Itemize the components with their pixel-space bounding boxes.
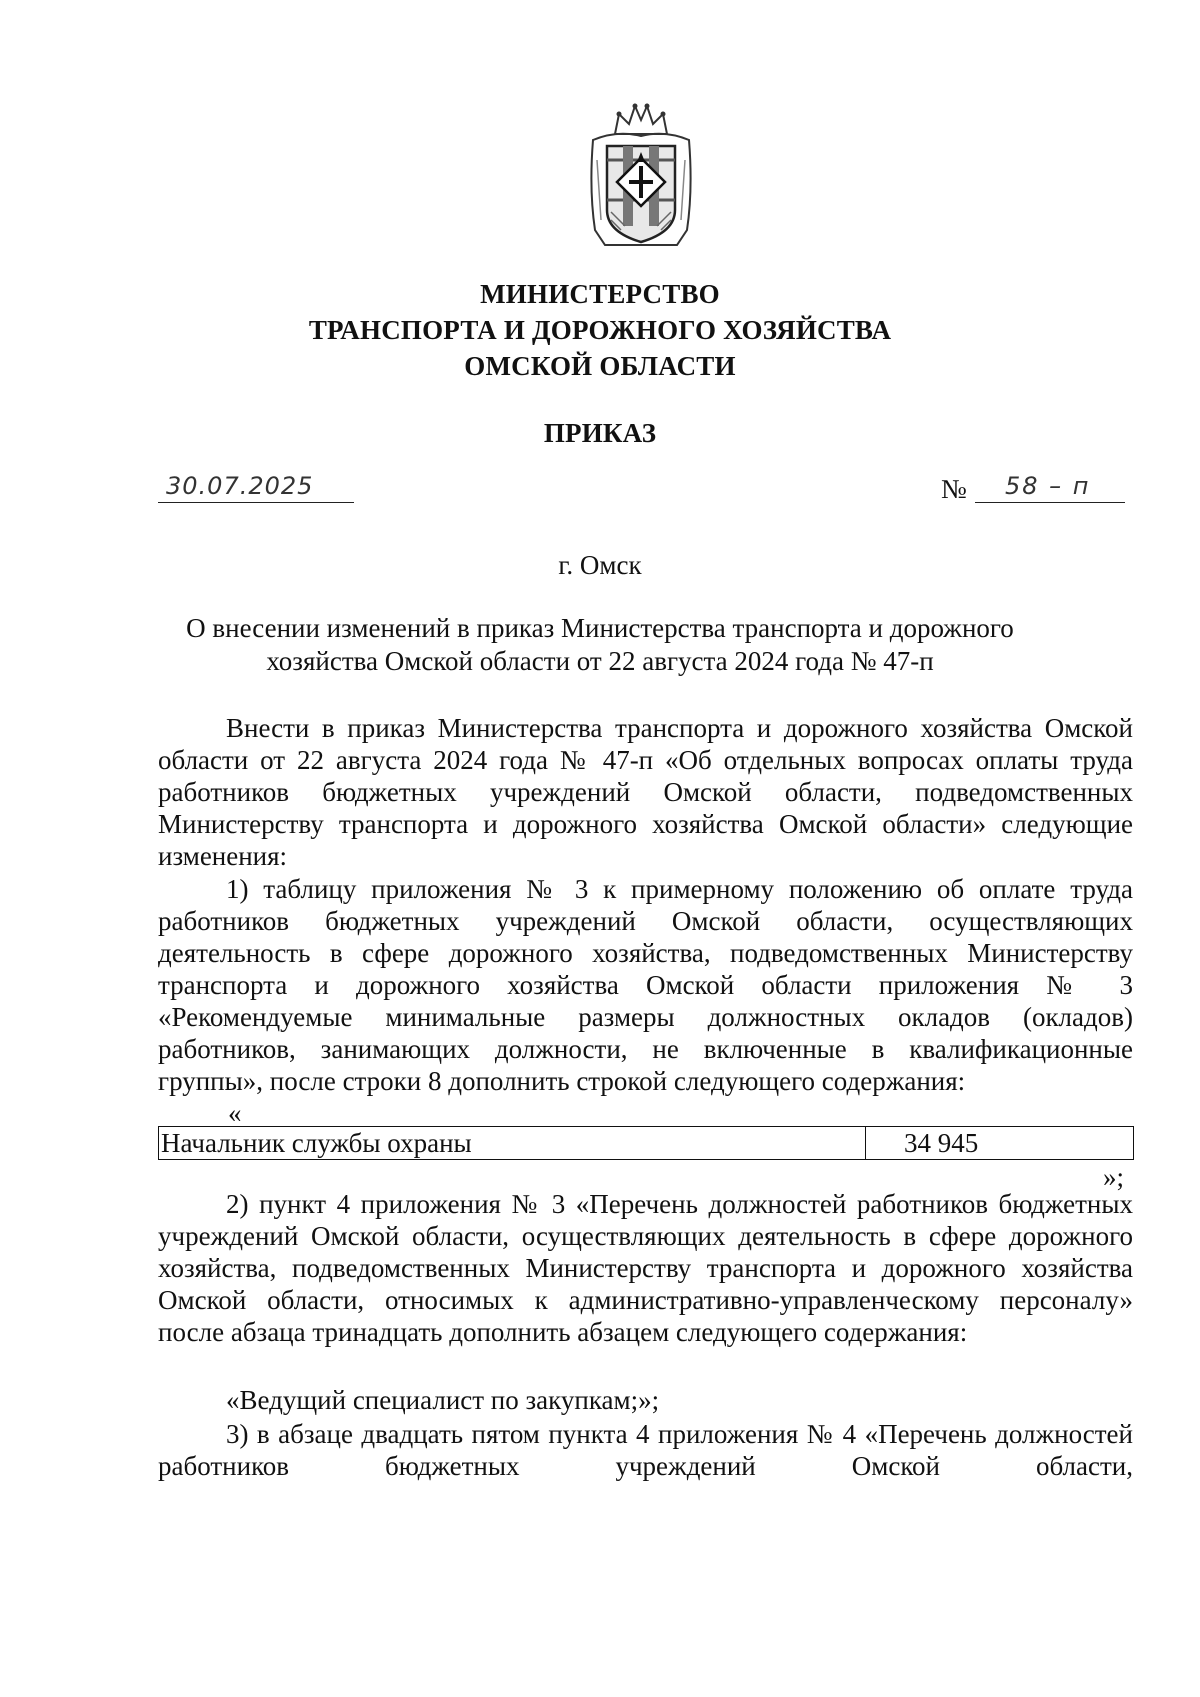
item-2-paragraph — [158, 1188, 1133, 1348]
ministry-name-line2: ТРАНСПОРТА И ДОРОЖНОГО ХОЗЯЙСТВА — [308, 315, 892, 345]
opening-quote-mark: « — [228, 1098, 242, 1128]
item-2-quote-paragraph — [158, 1384, 1133, 1416]
document-type-title: ПРИКАЗ — [543, 418, 657, 448]
order-date-field — [158, 468, 354, 503]
omsk-region-coat-of-arms-icon — [585, 100, 697, 252]
handwritten-date: 30.07.2025 — [166, 472, 314, 500]
item-2-quote-text: «Ведущий специалист по закупкам;»; — [226, 1385, 660, 1415]
table-cell-salary: 34 945 — [904, 1128, 979, 1158]
item-1-text: 1) таблицу приложения № 3 к примерному положению об оплате труда работников бюджетных учреждений Омской области, осуществляющих деятельность в сфере дорожного хозяйства, подведомственных Министерству транспорта и дорожного хозяйства Омской области приложения № 3 «Рекомендуемые минимальные размеры должностных окладов (окладов) работников, занимающих должности, не включенные в квалификационные группы», после строки 8 дополнить строкой следующего содержания: — [158, 874, 1133, 1096]
item-3-paragraph — [158, 1418, 1133, 1482]
closing-quote-mark: »; — [1103, 1162, 1125, 1192]
intro-paragraph — [158, 712, 1133, 872]
intro-text: Внести в приказ Министерства транспорта и дорожного хозяйства Омской области от 22 августа 2024 года № 47-п «Об отдельных вопросах оплаты труда работников бюджетных учреждений Омской области, подведомственных Министерству транспорта и дорожного хозяйства Омской области» следующие изменения: — [158, 713, 1133, 871]
ministry-name-line1: МИНИСТЕРСТВО — [480, 279, 720, 309]
item-2-text: 2) пункт 4 приложения № 3 «Перечень должностей работников бюджетных учреждений Омской области, осуществляющих деятельность в сфере дорожного хозяйства, подведомственных Министерству транспорта и дорожного хозяйства Омской области, относимых к административно-управленческому персоналу» после абзаца тринадцать дополнить абзацем следующего содержания: — [158, 1189, 1133, 1347]
table-cell-position: Начальник службы охраны — [159, 1127, 866, 1159]
item-1-paragraph — [158, 873, 1133, 1097]
order-subject: О внесении изменений в приказ Министерства транспорта и дорожного хозяйства Омской области от 22 августа 2024 года № 47-п — [186, 613, 1014, 676]
order-number-field — [975, 468, 1125, 503]
handwritten-number: 58 – п — [1005, 472, 1091, 500]
city-line: г. Омск — [558, 550, 642, 580]
item-3-text: 3) в абзаце двадцать пятом пункта 4 приложения № 4 «Перечень должностей работников бюджетных учреждений Омской области, — [158, 1419, 1133, 1481]
inserted-table-row — [158, 1126, 1134, 1160]
number-sign: № — [941, 474, 967, 504]
ministry-name-line3: ОМСКОЙ ОБЛАСТИ — [464, 351, 736, 381]
